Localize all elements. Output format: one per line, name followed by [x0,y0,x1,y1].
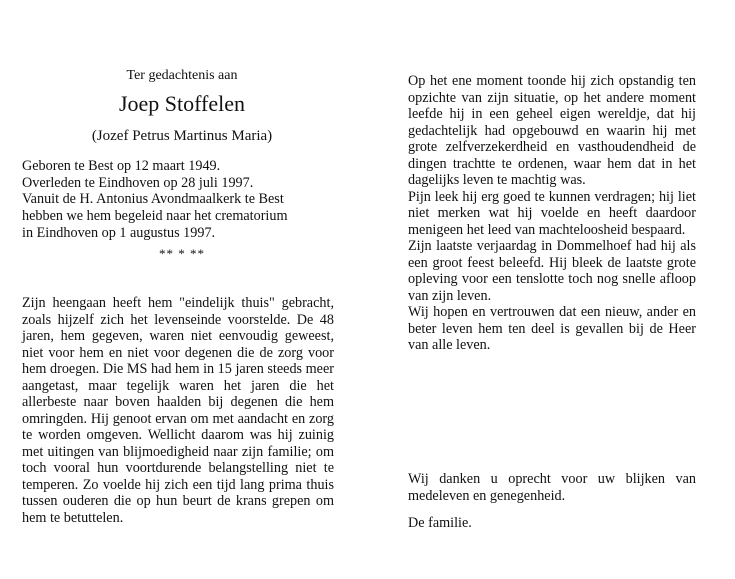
birth-line: Geboren te Best op 12 maart 1949. [22,158,221,174]
date-line: in Eindhoven op 1 augustus 1997. [22,224,216,241]
separator: ** * ** [159,246,205,261]
thanks-text: Wij danken u oprecht voor uw blijken van medeleven en genegenheid. [408,471,696,504]
death-line: Overleden te Eindhoven op 28 juli 1997. [22,174,254,191]
intro-text: Ter gedachtenis aan [126,68,238,83]
left-body-text: Zijn heengaan heeft hem "eindelijk thuis" gebracht, zoals hijzelf zich het levenseinde voorstelde. De 48 jaren, hem gegeven, waren niet eenvoudig geweest, niet voor hem en niet voor degenen die de zorg voor hem droegen. Die MS had hem in 15 jaren steeds meer aangetast, maar tegelijk waren het jaren die het allerbeste naar boven haalden bij degenen die hem omringden. Hij genoot ervan om met aandacht en zorg te worden omgeven. Wellicht daarom was hij zuinig met uitingen van blijmoedigheid naar zijn familie; om toch vooral hun voortdurende belangstelling niet te temperen. Zo voelde hij zich een tijd lang prima thuis tussen ouderen die op hun beurt de krans grepen om hem te betuttelen. [22,295,334,526]
full-name: (Jozef Petrus Martinus Maria) [91,128,273,144]
crematorium-line: hebben we hem begeleid naar het crematorium [22,208,288,225]
life-dates [22,158,342,242]
paragraph-situation: Op het ene moment toonde hij zich opstandig ten opzichte van zijn situatie, op het andere moment leefde hij in een geheel eigen wereldje, dat hij gedachtelijk had opgebouwd en waarin hij met grote zelfverzekerdheid en vasthoudendheid de dingen trachtte te ordenen, waar hem dat in het dagelijks leven te machtig was. [408,73,696,188]
church-line: Vanuit de H. Antonius Avondmaalkerk te Best [22,191,284,208]
signature: De familie. [408,515,472,531]
paragraph-birthday: Zijn laatste verjaardag in Dommelhoef had hij als een groot feest beleefd. Hij bleek de laatste grote opleving voor een tenslotte toch nog snelle afloop van zijn leven. [408,238,696,304]
paragraph-pain: Pijn leek hij erg goed te kunnen verdragen; hij liet niet merken wat hij voelde en heeft daardoor menigeen het leed van machteloosheid bespaard. [408,188,696,238]
deceased-name: Joep Stoffelen [118,91,246,116]
paragraph-hope: Wij hopen en vertrouwen dat een nieuw, ander en beter leven hem ten deel is gevallen bij de Heer van alle leven. [408,304,696,353]
right-body-text [408,73,696,354]
